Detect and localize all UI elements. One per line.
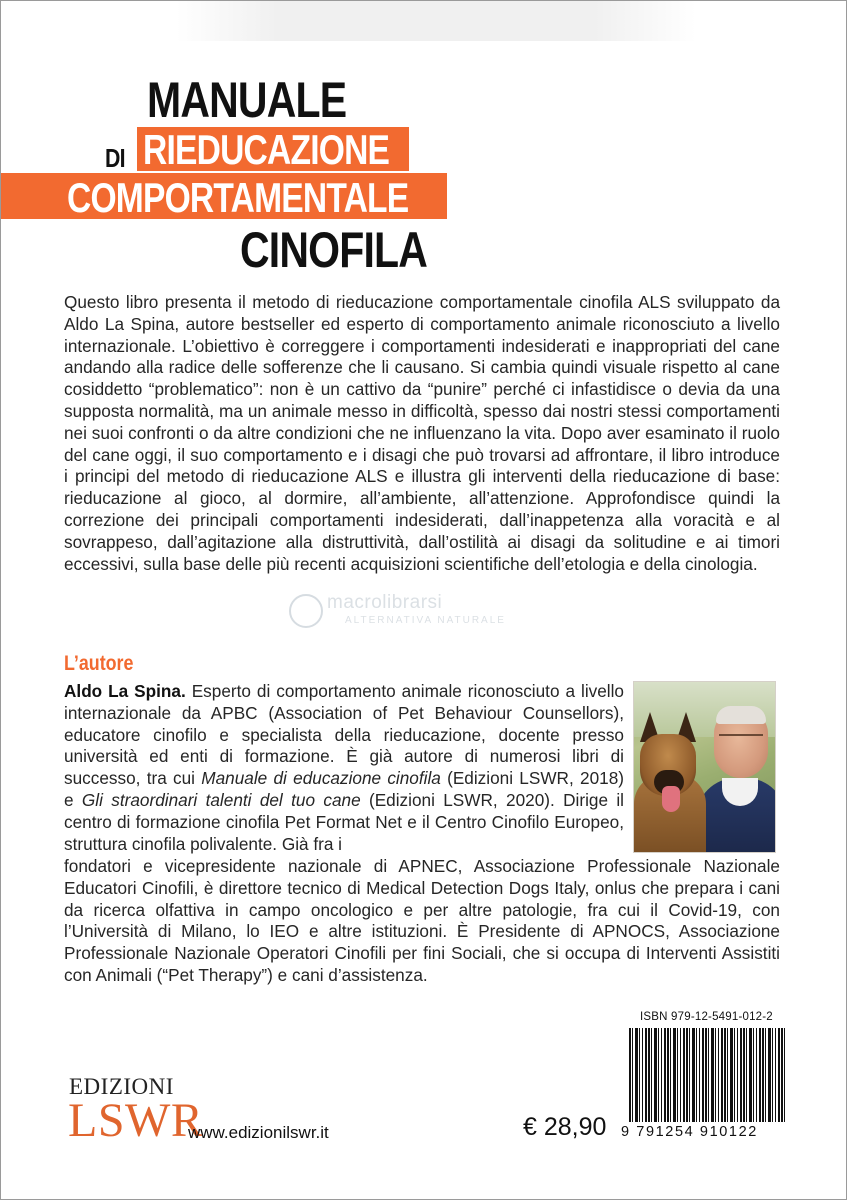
bleed-through-title (176, 0, 696, 41)
author-bio-part-1 (64, 681, 624, 855)
title-line-cinofila: CINOFILA (240, 222, 428, 278)
author-bio-text: (Edizioni LSWR, 2020). Dirige il centro di formazione cinofila Pet Format Net e il Centro Cinofilo Europeo, struttura cinofila polivalente. Già fra i (64, 789, 624, 854)
publisher-website: www.edizionilswr.it (188, 1123, 329, 1142)
watermark-name: macrolibrarsi (327, 592, 443, 613)
author-book-title: Gli straordinari talenti del tuo cane (81, 789, 361, 810)
author-bio-text: (Edizioni LSWR, 2018) e (64, 768, 624, 810)
author-bio-part-2: fondatori e vicepresidente nazionale di APNEC, Associazione Professionale Nazionale Educatori Cinofili, è direttore tecnico di Medical Detection Dogs Italy, onlus che prepara i cani da ricerca olfattiva in campo oncologico e per altre patologie, fra cui il Covid-19, con l’Università di Milano, lo IEO e altre istituzioni. È Presidente di APNOCS, Associazione Professionale Nazionale Operatori Cinofili per fini Sociali, che si occupa di Interventi Assistiti con Animali (“Pet Therapy”) e cani d’assistenza. (64, 856, 780, 985)
author-book-title: Manuale di educazione cinofila (201, 768, 441, 789)
watermark (289, 590, 589, 630)
book-description: Questo libro presenta il metodo di rieducazione comportamentale cinofila ALS sviluppato da Aldo La Spina, autore bestseller ed esperto di comportamento animale riconosciuto a livello internazionale. L’obiettivo è correggere i comportamenti indesiderati e inappropriati del cane andando alla radice delle sofferenze che li causano. Si cambia quindi visuale rispetto al cane cosiddetto “problematico”: non è un cattivo da “punire” perché ci infastidisce o devia da una supposta normalità, ma un animale messo in difficoltà, spesso dai nostri stessi comportamenti nei suoi confronti o da altre condizioni che ne influenzano la vita. Dopo aver esaminato il ruolo del cane oggi, il suo comportamento e i disagi che può trovarsi ad affrontare, il libro introduce i principi del metodo di rieducazione ALS e illustra gli interventi della rieducazione di base: rieducazione al gioco, al dormire, all’ambiente, all’attenzione. Approfondisce quindi la correzione dei principali comportamenti indesiderati, dall’inappetenza alla voracità e al sovrappeso, dall’agitazione alla distruttività, dall’ostilità ai disagi da solitudine e ai timori eccessivi, sulla base delle più recenti acquisizioni scientifiche dell’etologia e della cinologia. (64, 292, 780, 574)
barcode-number: 9 791254 910122 (621, 1124, 758, 1140)
watermark-logo-icon (289, 594, 323, 628)
photo-person-glasses (719, 734, 763, 746)
author-name: Aldo La Spina. (64, 681, 186, 701)
title-line-manuale: MANUALE (147, 72, 347, 128)
photo-dog-tongue (662, 786, 680, 812)
author-bio-text: Esperto di comportamento animale riconosciuto a livello internazionale da APBC (Association of Pet Behaviour Counsellors), educatore cinofilo e specialista della rieducazione, docente presso università ed enti di formazione. È già autore di numerosi libri di successo, tra cui (64, 681, 624, 789)
publisher-logo-line2: LSWR (68, 1094, 204, 1147)
watermark-tagline: ALTERNATIVA NATURALE (345, 615, 506, 626)
publisher-logo-line1: EDIZIONI (69, 1074, 174, 1099)
isbn: ISBN 979-12-5491-012-2 (640, 1011, 773, 1023)
title-word-di: DI (105, 143, 125, 173)
photo-person-hair (716, 706, 766, 724)
price: € 28,90 (523, 1113, 607, 1141)
barcode (629, 1028, 787, 1122)
title-line-comportamentale: COMPORTAMENTALE (67, 174, 409, 221)
author-photo (633, 681, 776, 853)
title-line-rieducazione: RIEDUCAZIONE (143, 126, 390, 173)
author-heading: L’autore (64, 652, 134, 675)
